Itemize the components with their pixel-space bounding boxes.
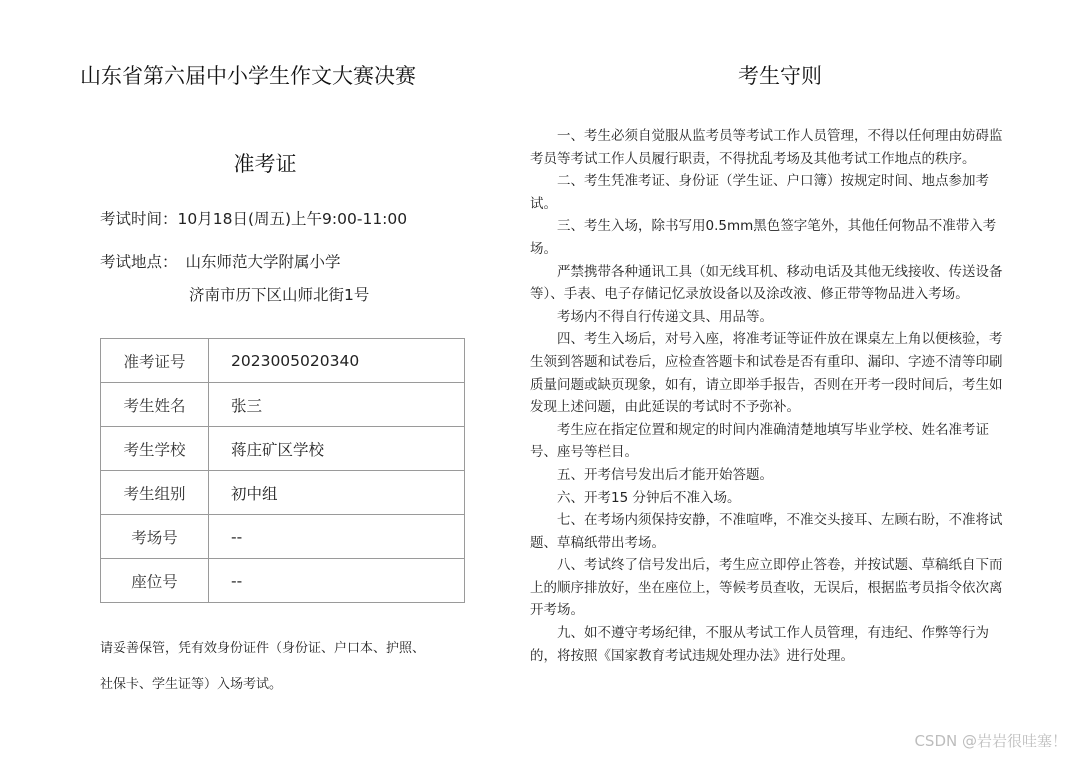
safekeeping-note bbox=[100, 631, 480, 703]
candidate-name-value: 张三 bbox=[209, 383, 465, 427]
rule-paragraph: 考场内不得自行传递文具、用品等。 bbox=[530, 308, 773, 325]
rule-paragraph: 五、开考信号发出后才能开始答题。 bbox=[530, 466, 773, 483]
rules-title: 考生守则 bbox=[738, 64, 822, 88]
rule-paragraph: 九、如不遵守考场纪律，不服从考试工作人员管理，有违纪、作弊等行为的，将按照《国家教育考试违规处理办法》进行处理。 bbox=[530, 625, 989, 664]
admission-card-panel bbox=[0, 0, 530, 760]
candidate-group-value: 初中组 bbox=[209, 471, 465, 515]
rule-paragraph: 一、考生必须自觉服从监考员等考试工作人员管理，不得以任何理由妨碍监考员等考试工作人员履行职责，不得扰乱考场及其他考试工作地点的秩序。 bbox=[530, 128, 1003, 167]
exam-time-label: 考试时间： bbox=[100, 210, 178, 228]
event-title: 山东省第六届中小学生作文大赛决赛 bbox=[80, 64, 416, 88]
rule-paragraph: 四、考生入场后，对号入座，将准考证等证件放在课桌左上角以便核验，考生领到答题和试卷后，应检查答题卡和试卷是否有重印、漏印、字迹不清等印刷质量问题或缺页现象，如有，请立即举手报告，否则在开考一段时间后，考生如发现上述问题，由此延误的考试时不予弥补。 bbox=[530, 331, 1003, 416]
candidate-school-value: 蒋庄矿区学校 bbox=[209, 427, 465, 471]
row-label: 座位号 bbox=[101, 559, 209, 603]
rule-paragraph: 七、在考场内须保持安静，不准喧哗，不准交头接耳、左顾右盼，不准将试题、草稿纸带出考场。 bbox=[530, 512, 1003, 551]
table-row bbox=[101, 427, 465, 471]
table-row bbox=[101, 383, 465, 427]
exam-place-label: 考试地点： bbox=[100, 253, 178, 271]
note-line: 请妥善保管，凭有效身份证件（身份证、户口本、护照、 bbox=[100, 641, 426, 656]
candidate-info-table bbox=[100, 338, 465, 603]
exam-room-value: -- bbox=[209, 515, 465, 559]
candidate-rules bbox=[530, 125, 1012, 667]
row-label: 考生组别 bbox=[101, 471, 209, 515]
seat-number-value: -- bbox=[209, 559, 465, 603]
exam-place-row bbox=[100, 250, 341, 272]
watermark: CSDN @岩岩很哇塞！ bbox=[914, 732, 1067, 750]
table-row bbox=[101, 339, 465, 383]
admission-number-value: 2023005020340 bbox=[209, 339, 465, 383]
row-label: 准考证号 bbox=[101, 339, 209, 383]
exam-place-line2: 济南市历下区山师北街1号 bbox=[189, 286, 370, 304]
table-row bbox=[101, 559, 465, 603]
row-label: 考生姓名 bbox=[101, 383, 209, 427]
note-line: 社保卡、学生证等）入场考试。 bbox=[100, 677, 283, 692]
table-row bbox=[101, 471, 465, 515]
rule-paragraph: 二、考生凭准考证、身份证（学生证、户口簿）按规定时间、地点参加考试。 bbox=[530, 173, 989, 212]
exam-time-value: 10月18日(周五)上午9:00-11:00 bbox=[177, 210, 408, 228]
rule-paragraph: 三、考生入场，除书写用0.5mm黑色签字笔外，其他任何物品不准带入考场。 bbox=[530, 218, 997, 257]
admission-card-title: 准考证 bbox=[233, 152, 297, 176]
rule-paragraph: 八、考试终了信号发出后，考生应立即停止答卷，并按试题、草稿纸自下而上的顺序排放好，坐在座位上，等候考员查收，无误后，根据监考员指令依次离开考场。 bbox=[530, 557, 1003, 619]
rule-paragraph: 严禁携带各种通讯工具（如无线耳机、移动电话及其他无线接收、传送设备等）、手表、电子存储记忆录放设备以及涂改液、修正带等物品进入考场。 bbox=[530, 263, 1003, 303]
exam-time-row bbox=[100, 207, 407, 229]
exam-place-line1: 山东师范大学附属小学 bbox=[185, 253, 341, 271]
table-row bbox=[101, 515, 465, 559]
rule-paragraph: 六、开考15 分钟后不准入场。 bbox=[530, 489, 741, 506]
row-label: 考场号 bbox=[101, 515, 209, 559]
rule-paragraph: 考生应在指定位置和规定的时间内准确清楚地填写毕业学校、姓名准考证号、座号等栏目。 bbox=[530, 421, 989, 461]
row-label: 考生学校 bbox=[101, 427, 209, 471]
